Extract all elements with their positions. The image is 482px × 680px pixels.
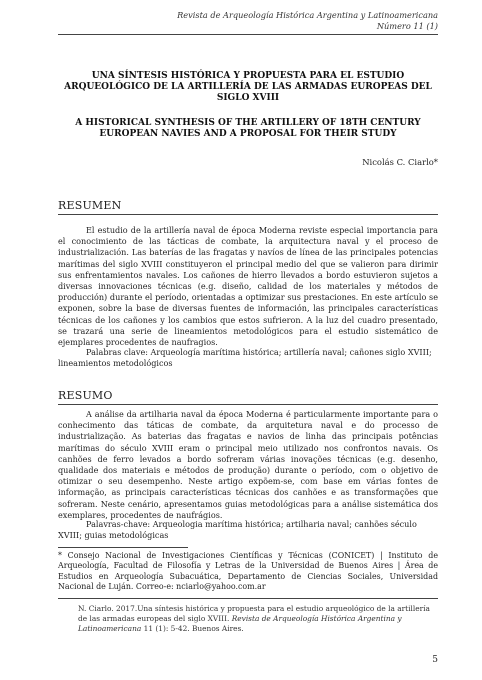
citation-divider <box>58 598 438 599</box>
resumo-body: A análise da artilharia naval da época Moderna é particularmente importante para o conhecimento das táticas de combate, da arquitetura naval e do processo de industrialização. As baterias das fragatas e navios de linha das principais potências marítimas do século XVIII eram o principal meio utilizado nos confrontos navais. Os canhões de ferro levados a bordo sofreram várias inovações técnicas (e.g. desenho, qualidade dos materiais e métodos de produção) durante o período, com o objetivo de otimizar o seu desempenho. Neste artigo expõem-se, com base em várias fontes de informação, as principais características técnicas dos canhões e as transformações que sofreram. Neste cenário, apresentamos guias metodológicas para a análise sistemática dos exemplares, procedentes de naufrágios. <box>58 409 438 520</box>
resumen-body: El estudio de la artillería naval de época Moderna reviste especial importancia para el conocimiento de las tácticas de combate, la arquitectura naval y el proceso de industrialización. Las baterías de las fragatas y navíos de línea de las principales potencias marítimas del siglo XVIII constituyeron el principal medio del que se valieron para dirimir sus enfrentamientos navales. Los cañones de hierro llevados a bordo estuvieron sujetos a diversas innovaciones técnicas (e.g. diseño, calidad de los materiales y métodos de producción) durante el período, orientadas a optimizar sus prestaciones. En este artículo se exponen, sobre la base de diversas fuentes de información, las principales características técnicas de los cañones y los cambios que estos sufrieron. A la luz del cuadro presentado, se trazará una serie de lineamientos metodológicos para el estudio sistemático de ejemplares procedentes de naufragios. <box>58 225 438 348</box>
citation-journal: Revista de Arqueología Histórica Argentina y Latinoamericana <box>78 614 402 633</box>
resumo-keywords: Palavras-chave: Arqueologia marítima histórica; artilharia naval; canhões século XVIII; guias metodológicas <box>58 519 417 541</box>
header-divider <box>58 34 438 35</box>
citation-block <box>78 604 438 634</box>
resumen-divider <box>58 214 438 215</box>
resumo-heading: RESUMO <box>58 389 113 402</box>
citation-text: N. Ciarlo. 2017.Una síntesis histórica y propuesta para el estudio arqueológico de la artillería de las armadas europeas del siglo XVIII. <box>78 604 430 623</box>
author-name: Nicolás C. Ciarlo* <box>362 157 438 167</box>
resumen-keywords: Palabras clave: Arqueología marítima histórica; artillería naval; cañones siglo XVIII; lineamientos metodológicos <box>58 347 432 369</box>
title-english: A HISTORICAL SYNTHESIS OF THE ARTILLERY OF 18TH CENTURY EUROPEAN NAVIES AND A PROPOSAL FOR THEIR STUDY <box>75 118 421 139</box>
citation-pages: 11 (1): 5-42. Buenos Aires. <box>143 624 244 633</box>
running-header <box>177 10 438 32</box>
issue-number: Número 11 (1) <box>376 21 438 31</box>
resumo-divider <box>58 404 438 405</box>
page-number: 5 <box>432 655 438 665</box>
journal-name: Revista de Arqueología Histórica Argentina y Latinoamericana <box>177 10 438 20</box>
footnote-divider <box>58 547 188 548</box>
resumen-heading: RESUMEN <box>58 199 122 212</box>
author-affiliation-footnote: * Consejo Nacional de Investigaciones Científicas y Técnicas (CONICET) | Instituto de Arqueología, Facultad de Filosofía y Letras de la Universidad de Buenos Aires | Área de Estudios en Arqueología Subacuática, Departamento de Ciencias Sociales, Universidad Nacional de Luján. Correo-e: nciarlo@yahoo.com.ar <box>58 551 438 592</box>
title-spanish: UNA SÍNTESIS HISTÓRICA Y PROPUESTA PARA EL ESTUDIO ARQUEOLÓGICO DE LA ARTILLERÍA DE LAS ARMADAS EUROPEAS DEL SIGLO XVIII <box>64 71 432 103</box>
